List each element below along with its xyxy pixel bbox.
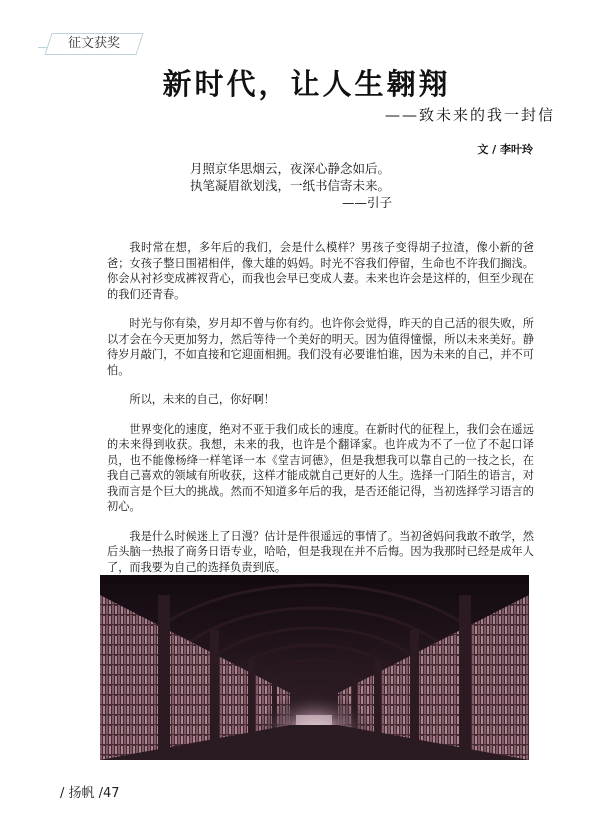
page-footer: / 扬帆 /47 bbox=[60, 786, 120, 801]
library-hall-photo bbox=[100, 575, 529, 760]
paragraph: 我时常在想，多年后的我们，会是什么模样？男孩子变得胡子拉渣，像小新的爸爸；女孩子整日围裙相伴，像大雄的妈妈。时光不容我们停留，生命也不许我们搁浅。你会从衬衫变成裤衩背心，而我也会早已变成人妻。未来也许会是这样的，但至少现在的我们还青春。 bbox=[107, 241, 534, 301]
section-tag bbox=[44, 33, 143, 55]
article-body bbox=[107, 240, 534, 589]
poem-signature: ——引子 bbox=[342, 195, 393, 210]
poem-line: 月照京华思烟云，夜深心静念如后。 bbox=[190, 161, 391, 176]
paragraph: 我是什么时候迷上了日漫？估计是件很遥远的事情了。当初爸妈问我敢不敢学，然后头脑一热报了商务日语专业，哈哈，但是我现在并不后悔。因为我那时已经是成年人了，而我要为自己的选择负责到底。 bbox=[107, 529, 534, 574]
article-subtitle: ——致未来的我一封信 bbox=[384, 106, 555, 124]
section-tag-label: 征文获奖 bbox=[67, 36, 120, 51]
library-illustration bbox=[100, 575, 529, 760]
author-byline: 文 / 李叶玲 bbox=[477, 143, 533, 156]
paragraph: 时光与你有染，岁月却不曾与你有约。也许你会觉得，昨天的自己活的很失败，所以才会在今天更加努力，然后等待一个美好的明天。因为值得憧憬，所以未来美好。静待岁月敲门，不如直接和它迎面相拥。我们没有必要谁怕谁，因为未来的自己，并不可怕。 bbox=[107, 317, 534, 377]
intro-poem bbox=[190, 160, 430, 211]
poem-line: 执笔凝眉欲划浅，一纸书信寄未来。 bbox=[190, 178, 391, 193]
article-title: 新时代，让人生翱翔 bbox=[162, 67, 451, 101]
paragraph: 所以，未来的自己，你好啊！ bbox=[129, 393, 275, 406]
paragraph: 世界变化的速度，绝对不亚于我们成长的速度。在新时代的征程上，我们会在遥远的未来得到收获。我想，未来的我，也许是个翻译家。也许成为不了一位了不起口译员，也不能像杨绛一样笔译一本《堂吉诃德》，但是我想我可以靠自己的一技之长，在我自己喜欢的领域有所收获，这样才能成就自己更好的人生。选择一门陌生的语言，对我而言是个巨大的挑战。然而不知道多年后的我，是否还能记得，当初选择学习语言的初心。 bbox=[107, 422, 534, 513]
